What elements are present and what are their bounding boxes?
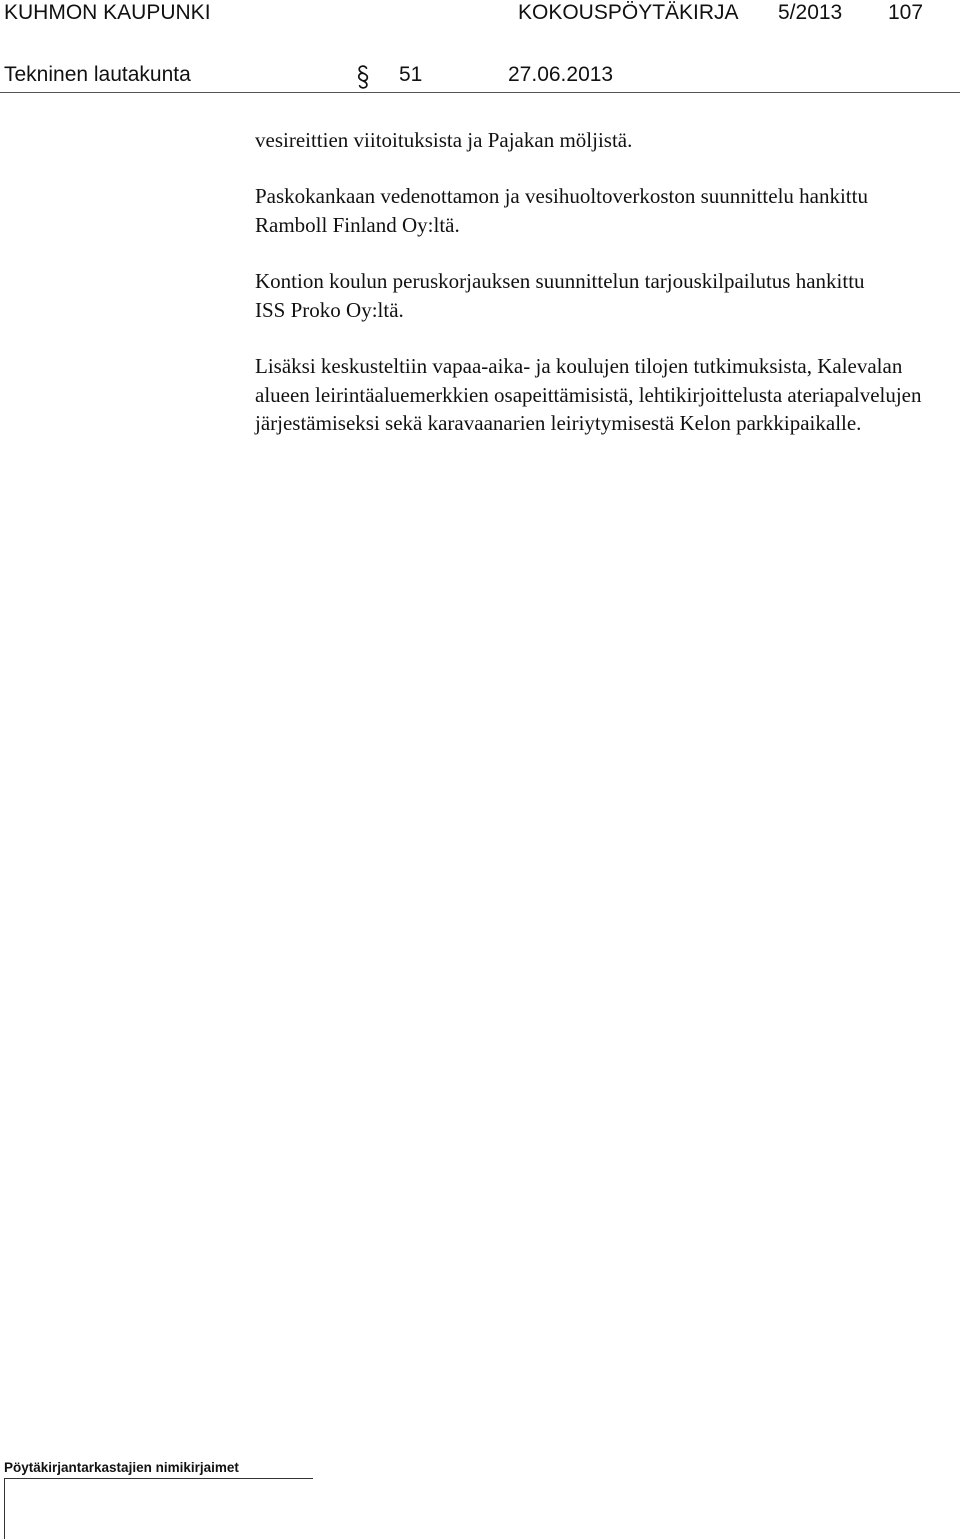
header-divider (0, 92, 960, 93)
meeting-number: 5/2013 (778, 1, 843, 24)
body-paragraph-3 (255, 267, 945, 324)
body-paragraph-1 (255, 126, 945, 155)
municipality-name: KUHMON KAUPUNKI (4, 1, 211, 24)
body-paragraph-4 (255, 352, 945, 438)
paragraph-text: Kontion koulun peruskorjauksen suunnittelun tarjouskilpailutus hankittu ISS Proko Oy:ltä. (255, 269, 865, 322)
paragraph-text: vesireittien viitoituksista ja Pajakan möljistä. (255, 128, 633, 152)
body-paragraph-2 (255, 182, 945, 239)
section-sign-icon (355, 64, 371, 90)
paragraph-text: Paskokankaan vedenottamon ja vesihuoltoverkoston suunnittelu hankittu Ramboll Finland Oy:ltä. (255, 184, 868, 237)
signature-label: Pöytäkirjantarkastajien nimikirjaimet (4, 1460, 239, 1475)
committee-name: Tekninen lautakunta (4, 63, 191, 86)
meeting-date: 27.06.2013 (508, 63, 614, 86)
signature-box (4, 1478, 313, 1539)
document-type: KOKOUSPÖYTÄKIRJA (518, 1, 739, 24)
section-number: 51 (399, 63, 423, 86)
page-number: 107 (888, 1, 924, 24)
paragraph-text: Lisäksi keskusteltiin vapaa-aika- ja koulujen tilojen tutkimuksista, Kalevalan alueen leirintäaluemerkkien osapeittämisistä, lehtikirjoittelusta ateriapalvelujen järjestämiseksi sekä karavaanarien leiriytymisestä Kelon parkkipaikalle. (255, 354, 922, 435)
